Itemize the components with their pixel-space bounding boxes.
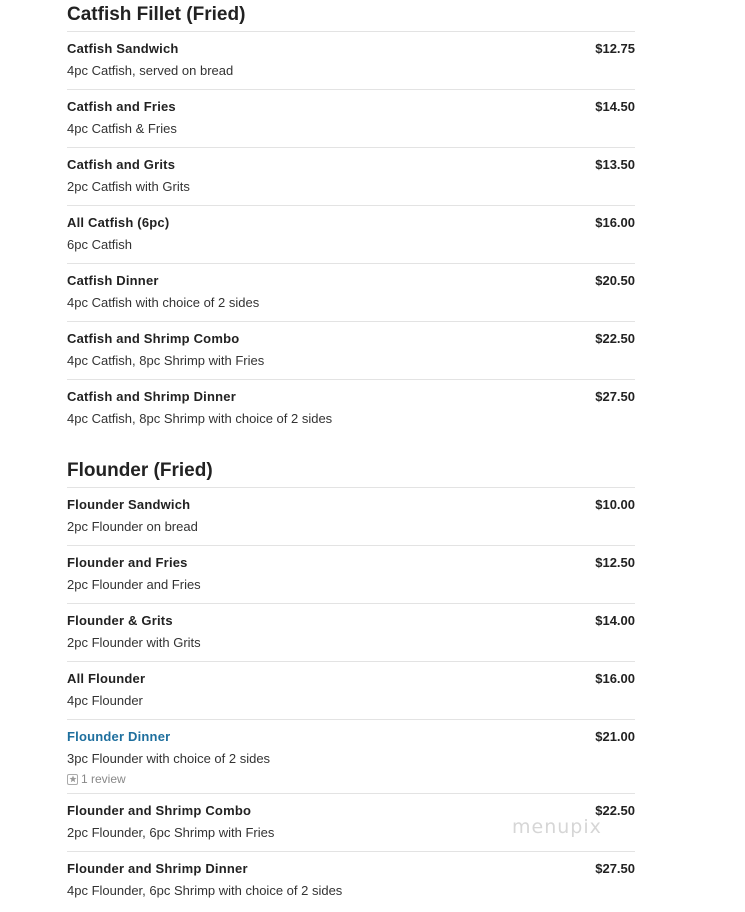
item-price: $16.00 [595,671,635,686]
item-name: Flounder & Grits [67,613,173,628]
item-name: All Flounder [67,671,146,686]
star-icon [67,774,78,785]
item-name: All Catfish (6pc) [67,215,170,230]
item-name: Catfish and Grits [67,157,176,172]
item-name: Catfish and Shrimp Combo [67,331,240,346]
item-name: Flounder and Fries [67,555,188,570]
item-price: $21.00 [595,729,635,744]
section-title: Flounder (Fried) [67,456,635,488]
menu-item [67,488,635,546]
menu-section-catfish [67,0,635,438]
item-price: $12.75 [595,41,635,56]
menu-item [67,720,635,794]
item-description: 6pc Catfish [67,237,133,252]
item-price: $20.50 [595,273,635,288]
menu-item [67,148,635,206]
item-description: 4pc Flounder [67,693,143,708]
menu-item [67,206,635,264]
item-name-link[interactable]: Flounder Dinner [67,729,171,744]
item-name: Catfish Dinner [67,273,159,288]
item-description: 4pc Catfish, served on bread [67,63,234,78]
item-name: Catfish Sandwich [67,41,179,56]
item-description: 2pc Flounder and Fries [67,577,201,592]
item-price: $10.00 [595,497,635,512]
menu-item [67,546,635,604]
item-description: 2pc Flounder on bread [67,519,198,534]
menu-item [67,662,635,720]
item-name: Catfish and Shrimp Dinner [67,389,236,404]
item-price: $14.00 [595,613,635,628]
item-price: $22.50 [595,331,635,346]
item-description: 4pc Catfish & Fries [67,121,177,136]
section-title: Catfish Fillet (Fried) [67,0,635,32]
menu-item [67,90,635,148]
item-name: Flounder and Shrimp Combo [67,803,252,818]
item-description: 3pc Flounder with choice of 2 sides [67,751,271,766]
item-price: $14.50 [595,99,635,114]
item-description: 4pc Catfish, 8pc Shrimp with Fries [67,353,265,368]
menu-item [67,264,635,322]
menu-item [67,852,635,910]
watermark-logo: menupix [512,816,602,838]
menu [67,0,635,910]
menu-item [67,380,635,438]
item-description: 2pc Flounder with Grits [67,635,201,650]
review-link[interactable] [67,772,635,786]
item-name: Flounder and Shrimp Dinner [67,861,248,876]
menu-item [67,604,635,662]
item-price: $13.50 [595,157,635,172]
item-price: $16.00 [595,215,635,230]
item-description: 4pc Flounder, 6pc Shrimp with choice of 2 sides [67,883,343,898]
item-description: 2pc Flounder, 6pc Shrimp with Fries [67,825,275,840]
menu-item [67,322,635,380]
item-name: Catfish and Fries [67,99,176,114]
item-price: $27.50 [595,861,635,876]
item-price: $12.50 [595,555,635,570]
review-count: 1 review [81,772,126,786]
menu-item [67,32,635,90]
menu-section-flounder [67,456,635,910]
item-description: 4pc Catfish, 8pc Shrimp with choice of 2 sides [67,411,333,426]
item-description: 4pc Catfish with choice of 2 sides [67,295,260,310]
item-description: 2pc Catfish with Grits [67,179,190,194]
item-price: $27.50 [595,389,635,404]
item-price: $22.50 [595,803,635,818]
item-name: Flounder Sandwich [67,497,191,512]
